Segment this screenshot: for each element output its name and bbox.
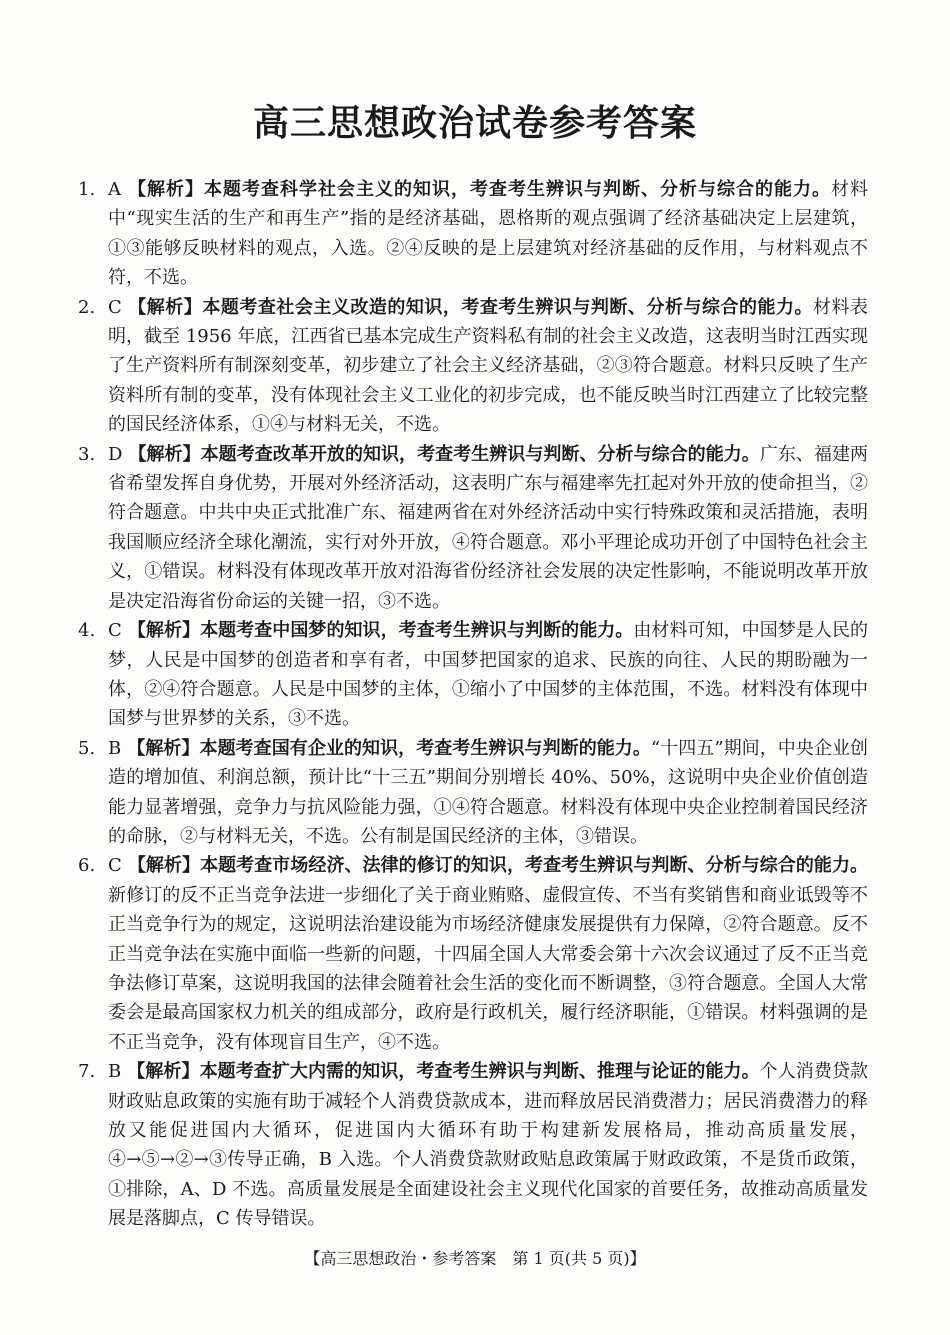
item-body: 由材料可知，中国梦是人民的梦，人民是中国梦的创造者和享有者，中国梦把国家的追求、民族的向往、人民的期盼融为一体，②④符合题意。人民是中国梦的主体，①缩小了中国梦的主体范围，不选。材料没有体现中国梦与世界梦的关系，③不选。: [108, 620, 869, 730]
item-headline: 本题考查扩大内需的知识，考查考生辨识与判断、推理与论证的能力。: [199, 1061, 760, 1083]
answer-list: [78, 175, 869, 1234]
item-headline: 本题考查科学社会主义的知识，考查考生辨识与判断、分析与综合的能力。: [204, 179, 831, 200]
item-body: 个人消费贷款财政贴息政策的实施有助于减轻个人消费贷款成本，进而释放居民消费潜力；居民消费潜力的释放又能促进国内大循环，促进国内大循环有助于构建新发展格局，推动高质量发展，④→⑤→②→③传导正确，B 入选。个人消费贷款财政贴息政策属于财政政策，不是货币政策，①排除，A、D 不选。高质量发展是全面建设社会主义现代化国家的首要任务，故推动高质量发展是落脚点，C 传导错误。: [108, 1061, 869, 1230]
item-answer: B: [108, 737, 122, 759]
item-number: 3.: [78, 443, 96, 465]
item-number: 6.: [78, 855, 96, 877]
item-number: 1.: [78, 179, 96, 200]
analysis-label: 【解析】: [127, 179, 204, 200]
item-answer: C: [108, 296, 122, 318]
item-number: 2.: [78, 296, 96, 318]
item-answer: C: [108, 620, 122, 642]
answer-item-4: [78, 616, 869, 734]
item-body: 新修订的反不正当竞争法进一步细化了关于商业贿赂、虚假宣传、不当有奖销售和商业诋毁等不正当竞争行为的规定，这说明法治建设能为市场经济健康发展提供有力保障，②符合题意。反不正当竞争法在实施中面临一些新的问题，十四届全国人大常委会第十六次会议通过了反不正当竞争法修订草案，这说明我国的法律会随着社会生活的变化而不断调整，③符合题意。全国人大常委会是最高国家权力机关的组成部分，政府是行政机关，履行经济职能，①错误。材料强调的是不正当竞争，没有体现盲目生产，④不选。: [108, 884, 868, 1053]
answer-item-5: [78, 734, 868, 852]
answer-item-2: [78, 293, 869, 440]
item-body: 材料表明，截至 1956 年底，江西省已基本完成生产资料私有制的社会主义改造，这表明当时江西实现了生产资料所有制深刻变革，初步建立了社会主义经济基础，②③符合题意。材料只反映了生产资料所有制的变革，没有体现社会主义工业化的初步完成，也不能反映当时江西建立了比较完整的国民经济体系，①④与材料无关，不选。: [108, 296, 869, 436]
answer-item-7: [78, 1057, 869, 1233]
item-headline: 本题考查改革开放的知识，考查考生辨识与判断、分析与综合的能力。: [200, 443, 760, 465]
page-title: 高三思想政治试卷参考答案: [252, 103, 697, 144]
item-number: 5.: [78, 737, 96, 759]
item-answer: C: [108, 855, 122, 877]
item-headline: 本题考查市场经济、法律的修订的知识，考查考生辨识与判断、分析与综合的能力。: [200, 855, 869, 877]
item-body: 材料中“现实生活的生产和再生产”指的是经济基础，恩格斯的观点强调了经济基础决定上层建筑，①③能够反映材料的观点，入选。②④反映的是上层建筑对经济基础的反作用，与材料观点不符，不选。: [108, 179, 868, 289]
item-number: 4.: [78, 620, 96, 642]
item-answer: D: [108, 443, 123, 465]
analysis-label: 【解析】: [127, 1061, 200, 1083]
page-footer: 【高三思想政治・参考答案 第 1 页(共 5 页)】: [304, 1249, 646, 1268]
answer-item-1: [78, 175, 868, 293]
item-answer: B: [108, 1061, 122, 1083]
item-body: “十四五”期间，中央企业创造的增加值、利润总额，预计比“十三五”期间分别增长 40%、50%，这说明中央企业价值创造能力显著增强，竞争力与抗风险能力强，①④符合题意。材料没有体现中央企业控制着国民经济的命脉，②与材料无关，不选。公有制是国民经济的主体，③错误。: [108, 737, 868, 847]
analysis-label: 【解析】: [127, 620, 201, 642]
item-headline: 本题考查中国梦的知识，考查考生辨识与判断的能力。: [200, 620, 634, 642]
item-headline: 本题考查国有企业的知识，考查考生辨识与判断的能力。: [199, 737, 651, 759]
answer-item-3: [78, 440, 869, 616]
analysis-label: 【解析】: [127, 296, 203, 318]
item-body: 广东、福建两省希望发挥自身优势，开展对外经济活动，这表明广东与福建率先扛起对外开放的使命担当，②符合题意。中共中央正式批准广东、福建两省在对外经济活动中实行特殊政策和灵活措施，表明我国顺应经济全球化潮流，实行对外开放，④符合题意。邓小平理论成功开创了中国特色社会主义，①错误。材料没有体现改革开放对沿海省份经济社会发展的决定性影响，不能说明改革开放是决定沿海省份命运的关键一招，③不选。: [108, 443, 869, 612]
analysis-label: 【解析】: [127, 737, 200, 759]
item-answer: A: [108, 179, 121, 200]
analysis-label: 【解析】: [128, 443, 201, 465]
analysis-label: 【解析】: [127, 855, 201, 877]
answer-item-6: [78, 851, 869, 1057]
item-headline: 本题考查社会主义改造的知识，考查考生辨识与判断、分析与综合的能力。: [202, 296, 813, 318]
item-number: 7.: [78, 1061, 96, 1083]
